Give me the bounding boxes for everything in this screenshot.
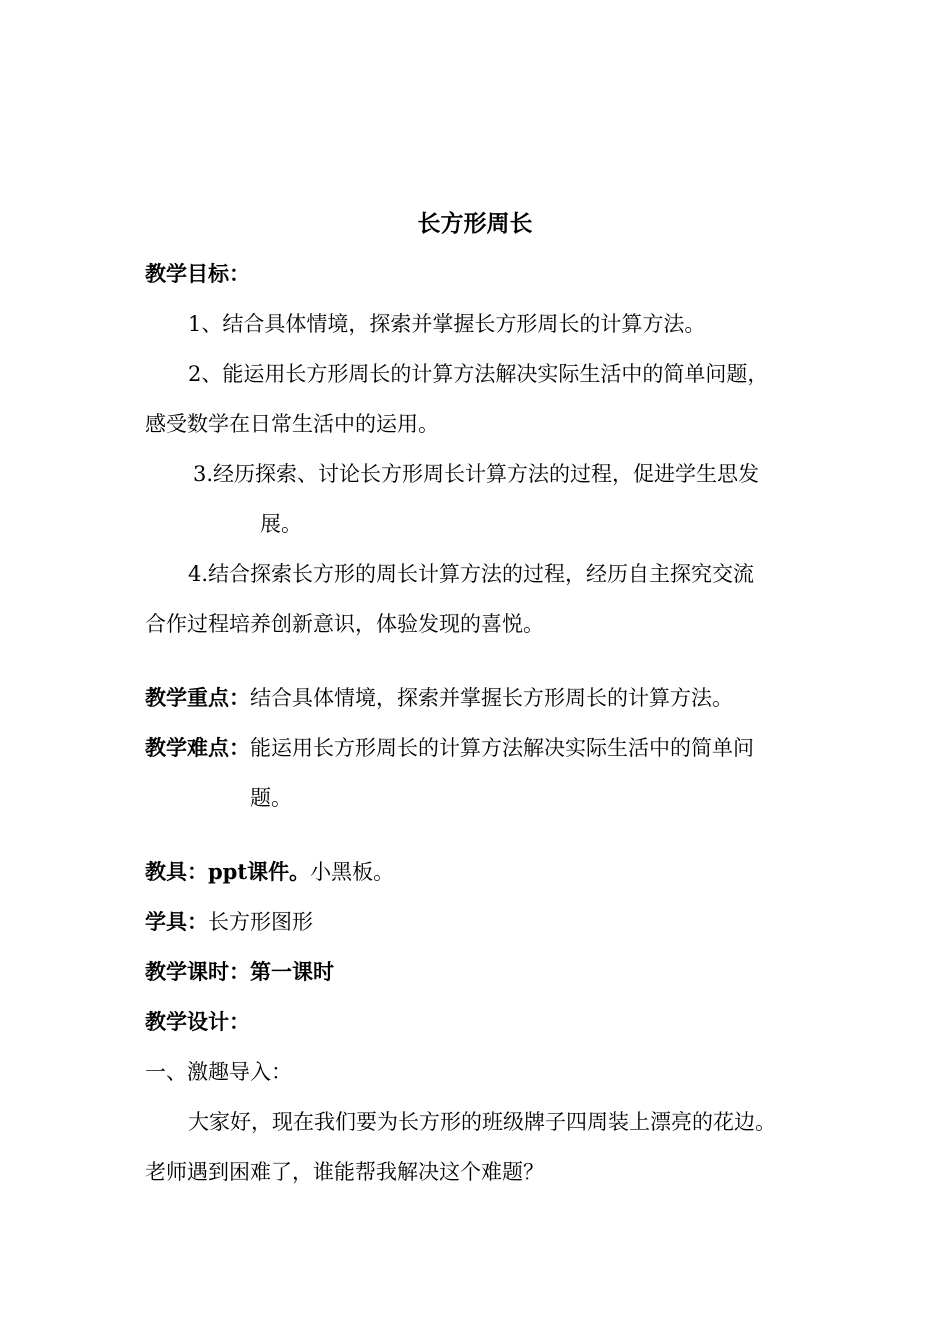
- design-heading: 教学设计：: [145, 1009, 250, 1034]
- teaching-tools: [145, 858, 394, 886]
- objective-item-3-line1: 3.经历探索、讨论长方形周长计算方法的过程，促进学生思发: [193, 462, 760, 486]
- teaching-tools-text: 小黑板。: [310, 860, 395, 884]
- document-title: 长方形周长: [417, 210, 533, 237]
- learning-tools-text: 长方形图形: [208, 910, 313, 934]
- teaching-period: 教学课时：第一课时: [145, 959, 334, 984]
- teaching-tools-label: 教具：ppt课件。: [145, 859, 311, 884]
- learning-tools: [145, 908, 313, 936]
- objective-item-4-line1: 4.结合探索长方形的周长计算方法的过程，经历自主探究交流: [188, 562, 755, 586]
- design-paragraph-line1: 大家好，现在我们要为长方形的班级牌子四周装上漂亮的花边。: [188, 1110, 776, 1134]
- objective-item-1: 1、结合具体情境，探索并掌握长方形周长的计算方法。: [188, 312, 706, 336]
- key-point: [145, 684, 733, 712]
- objective-item-2-line2: 感受数学在日常生活中的运用。: [145, 412, 439, 436]
- objective-item-4-line2: 合作过程培养创新意识，体验发现的喜悦。: [145, 612, 544, 636]
- difficulty-text-line1: 能运用长方形周长的计算方法解决实际生活中的简单问: [250, 736, 754, 760]
- objective-item-2-line1: 2、能运用长方形周长的计算方法解决实际生活中的简单问题，: [188, 362, 769, 386]
- difficulty: [145, 734, 754, 762]
- design-section-1: 一、激趣导入：: [145, 1060, 292, 1084]
- difficulty-text-line2: 题。: [250, 786, 292, 810]
- difficulty-label: 教学难点：: [145, 735, 250, 760]
- learning-tools-label: 学具：: [145, 909, 208, 934]
- key-point-label: 教学重点：: [145, 685, 250, 710]
- objectives-heading: 教学目标：: [145, 261, 250, 286]
- key-point-text: 结合具体情境，探索并掌握长方形周长的计算方法。: [250, 686, 733, 710]
- objective-item-3-line2: 展。: [260, 512, 302, 536]
- design-paragraph-line2: 老师遇到困难了，谁能帮我解决这个难题？: [145, 1160, 544, 1184]
